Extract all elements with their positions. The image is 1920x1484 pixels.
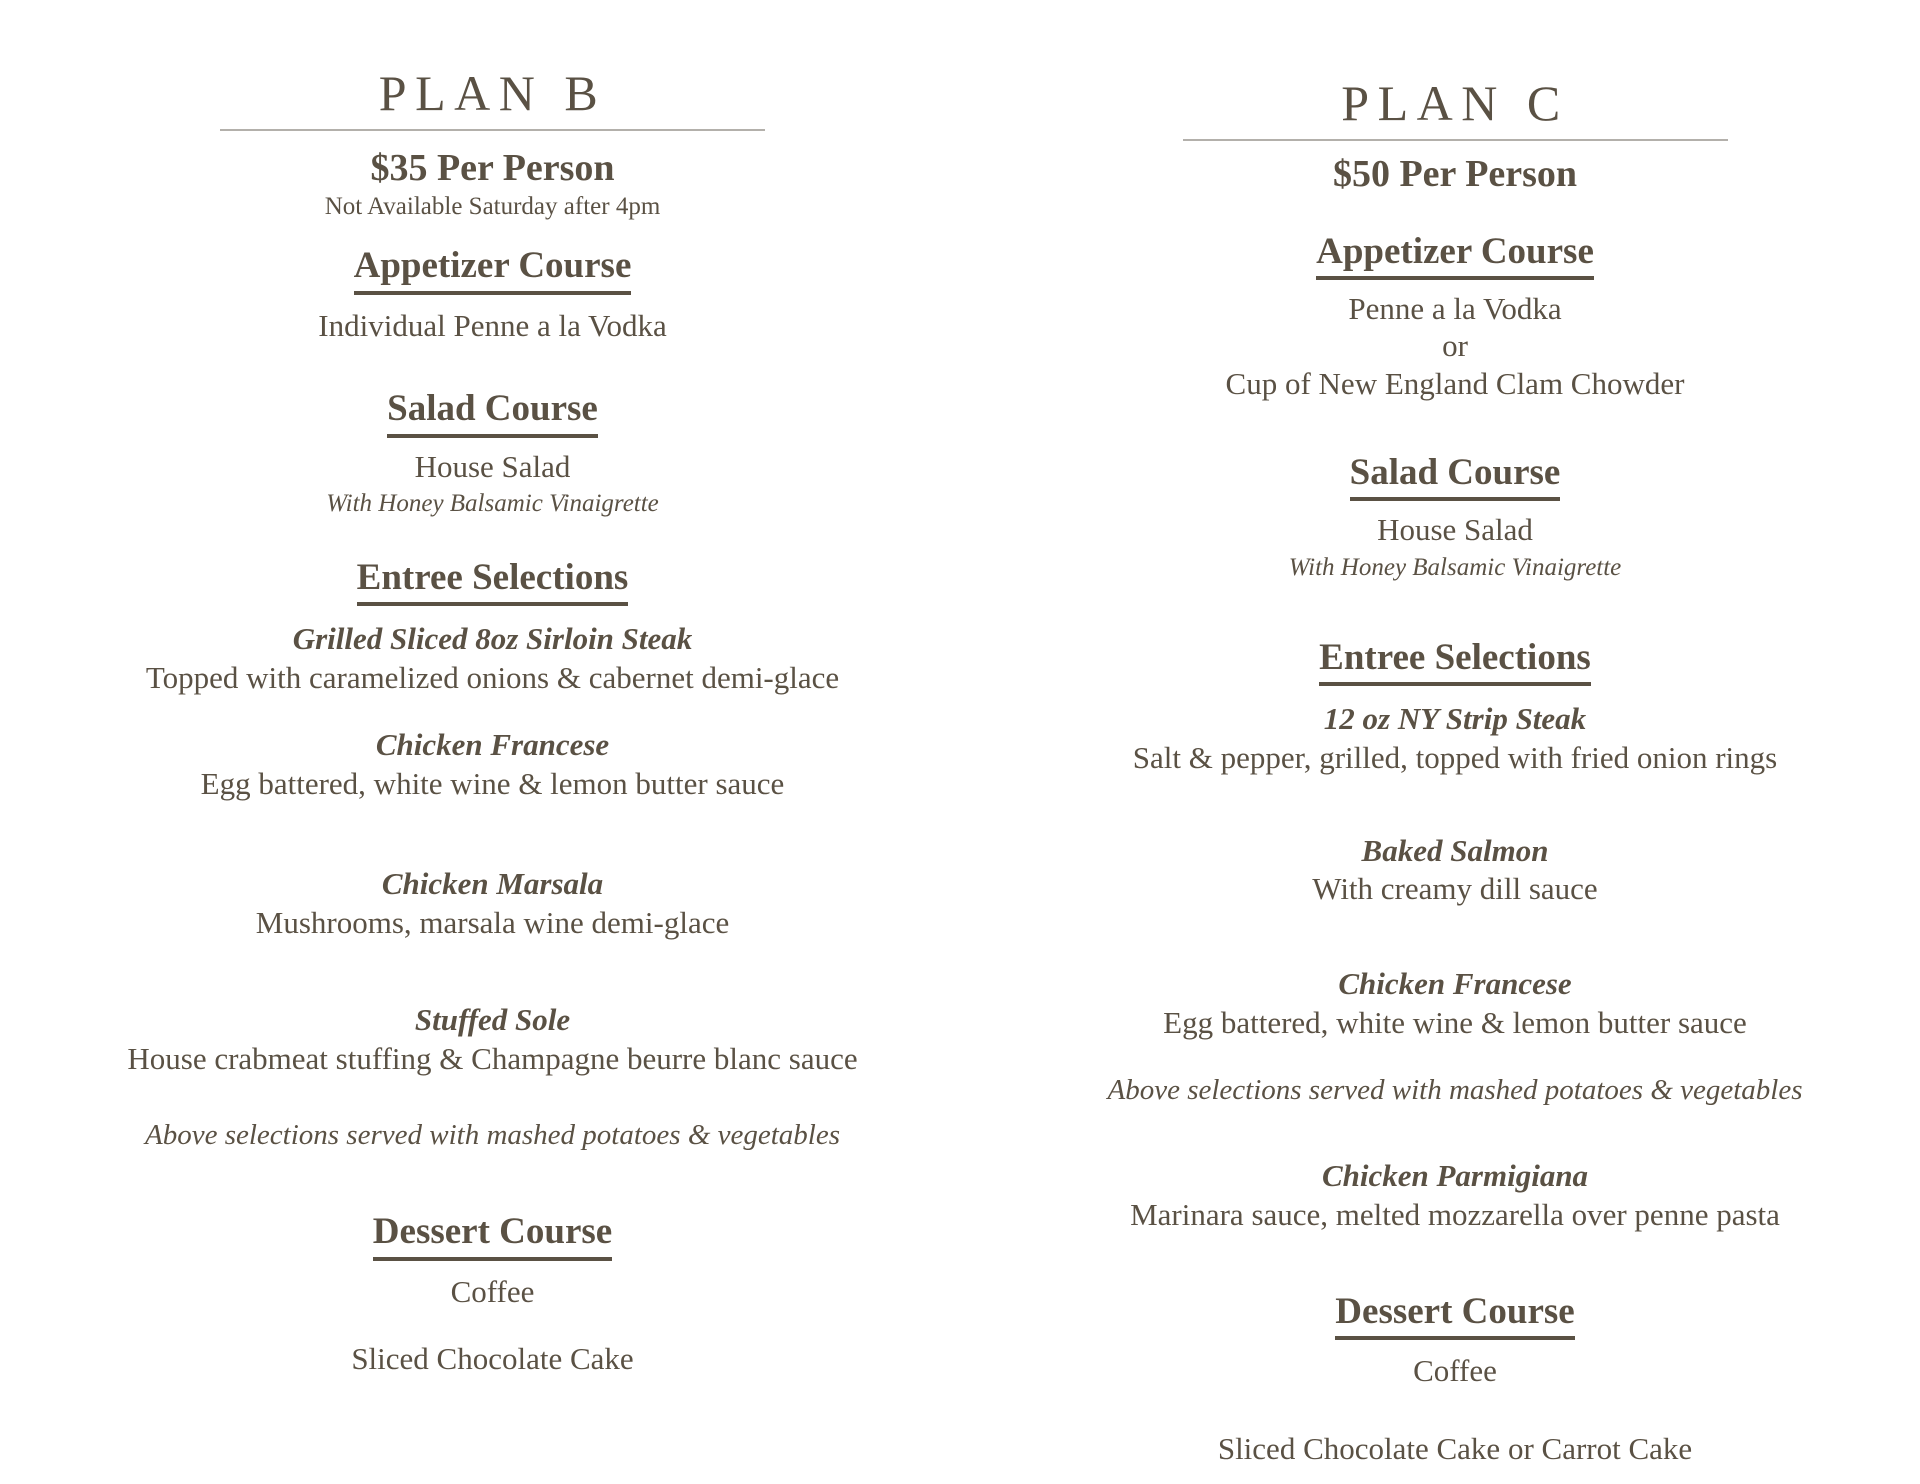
plan-b-dessert-item: Coffee (450, 1273, 535, 1309)
item-name: Stuffed Sole (414, 1001, 571, 1037)
menu-item (1015, 965, 1895, 1043)
menu-item (40, 726, 945, 804)
item-description: Egg battered, white wine & lemon butter sauce (1163, 1004, 1747, 1040)
item-name: Chicken Francese (375, 726, 610, 762)
item-name: Chicken Francese (1338, 966, 1572, 1002)
plan-b-dessert-heading: Dessert Course (40, 1211, 945, 1261)
plan-c-dessert-item: Coffee (1413, 1353, 1497, 1389)
plan-c-title-rule (1183, 139, 1728, 141)
menu-item (40, 1001, 945, 1079)
item-description: Mushrooms, marsala wine demi-glace (255, 905, 730, 941)
plan-c-title: PLAN C (1341, 75, 1569, 131)
menu-item (1015, 700, 1895, 778)
plan-c-salad-heading: Salad Course (1015, 452, 1895, 502)
plan-c-salad-dressing-note: With Honey Balsamic Vinaigrette (1288, 553, 1622, 581)
plan-b-salad-item: House Salad (414, 448, 571, 484)
plan-b-appetizer-item: Individual Penne a la Vodka (318, 307, 667, 343)
item-name: Chicken Parmigiana (1321, 1158, 1589, 1194)
plan-c-appetizer-choices (1015, 290, 1895, 402)
plan-b-entree-footnote: Above selections served with mashed potatoes & vegetables (144, 1119, 841, 1152)
plan-c-appetizer-item: Cup of New England Clam Chowder (1225, 365, 1685, 401)
item-name: Baked Salmon (1361, 832, 1549, 868)
plan-c-entree-footnote: Above selections served with mashed potatoes & vegetables (1107, 1073, 1803, 1106)
item-description: Topped with caramelized onions & cabernet demi-glace (145, 660, 840, 696)
item-name: Chicken Marsala (381, 866, 604, 902)
plan-b-salad-dressing-note: With Honey Balsamic Vinaigrette (326, 489, 659, 517)
plan-c-price: $50 Per Person (1332, 153, 1578, 195)
plan-c-entree-heading: Entree Selections (1015, 637, 1895, 687)
item-name: Grilled Sliced 8oz Sirloin Steak (292, 621, 693, 657)
plan-b-column (40, 0, 945, 1377)
plan-c-dessert-heading: Dessert Course (1015, 1291, 1895, 1341)
plan-c-salad-item: House Salad (1377, 512, 1533, 548)
plan-b-salad-heading: Salad Course (40, 388, 945, 438)
plan-c-column (1015, 0, 1895, 1467)
plan-b-entree-heading: Entree Selections (40, 557, 945, 607)
item-description: Marinara sauce, melted mozzarella over penne pasta (1130, 1197, 1780, 1233)
item-description: With creamy dill sauce (1312, 871, 1598, 907)
plan-b-price: $35 Per Person (370, 147, 615, 189)
plan-c-appetizer-heading: Appetizer Course (1015, 231, 1895, 281)
plan-b-title: PLAN B (378, 65, 607, 121)
plan-b-title-rule (220, 129, 765, 131)
plan-c-dessert-item: Sliced Chocolate Cake or Carrot Cake (1217, 1430, 1693, 1466)
plan-b-availability-note: Not Available Saturday after 4pm (324, 192, 661, 220)
choice-separator: or (1442, 328, 1468, 364)
menu-item (1015, 1157, 1895, 1235)
plan-b-dessert-item: Sliced Chocolate Cake (351, 1340, 634, 1376)
item-name: 12 oz NY Strip Steak (1323, 701, 1587, 737)
plan-b-appetizer-heading: Appetizer Course (40, 245, 945, 295)
menu-item (1015, 832, 1895, 910)
menu-item (40, 865, 945, 943)
item-description: House crabmeat stuffing & Champagne beurre blanc sauce (127, 1040, 858, 1076)
menu-item (40, 620, 945, 698)
item-description: Egg battered, white wine & lemon butter sauce (200, 765, 785, 801)
item-description: Salt & pepper, grilled, topped with fried onion rings (1132, 739, 1778, 775)
plan-c-appetizer-item: Penne a la Vodka (1348, 291, 1562, 327)
